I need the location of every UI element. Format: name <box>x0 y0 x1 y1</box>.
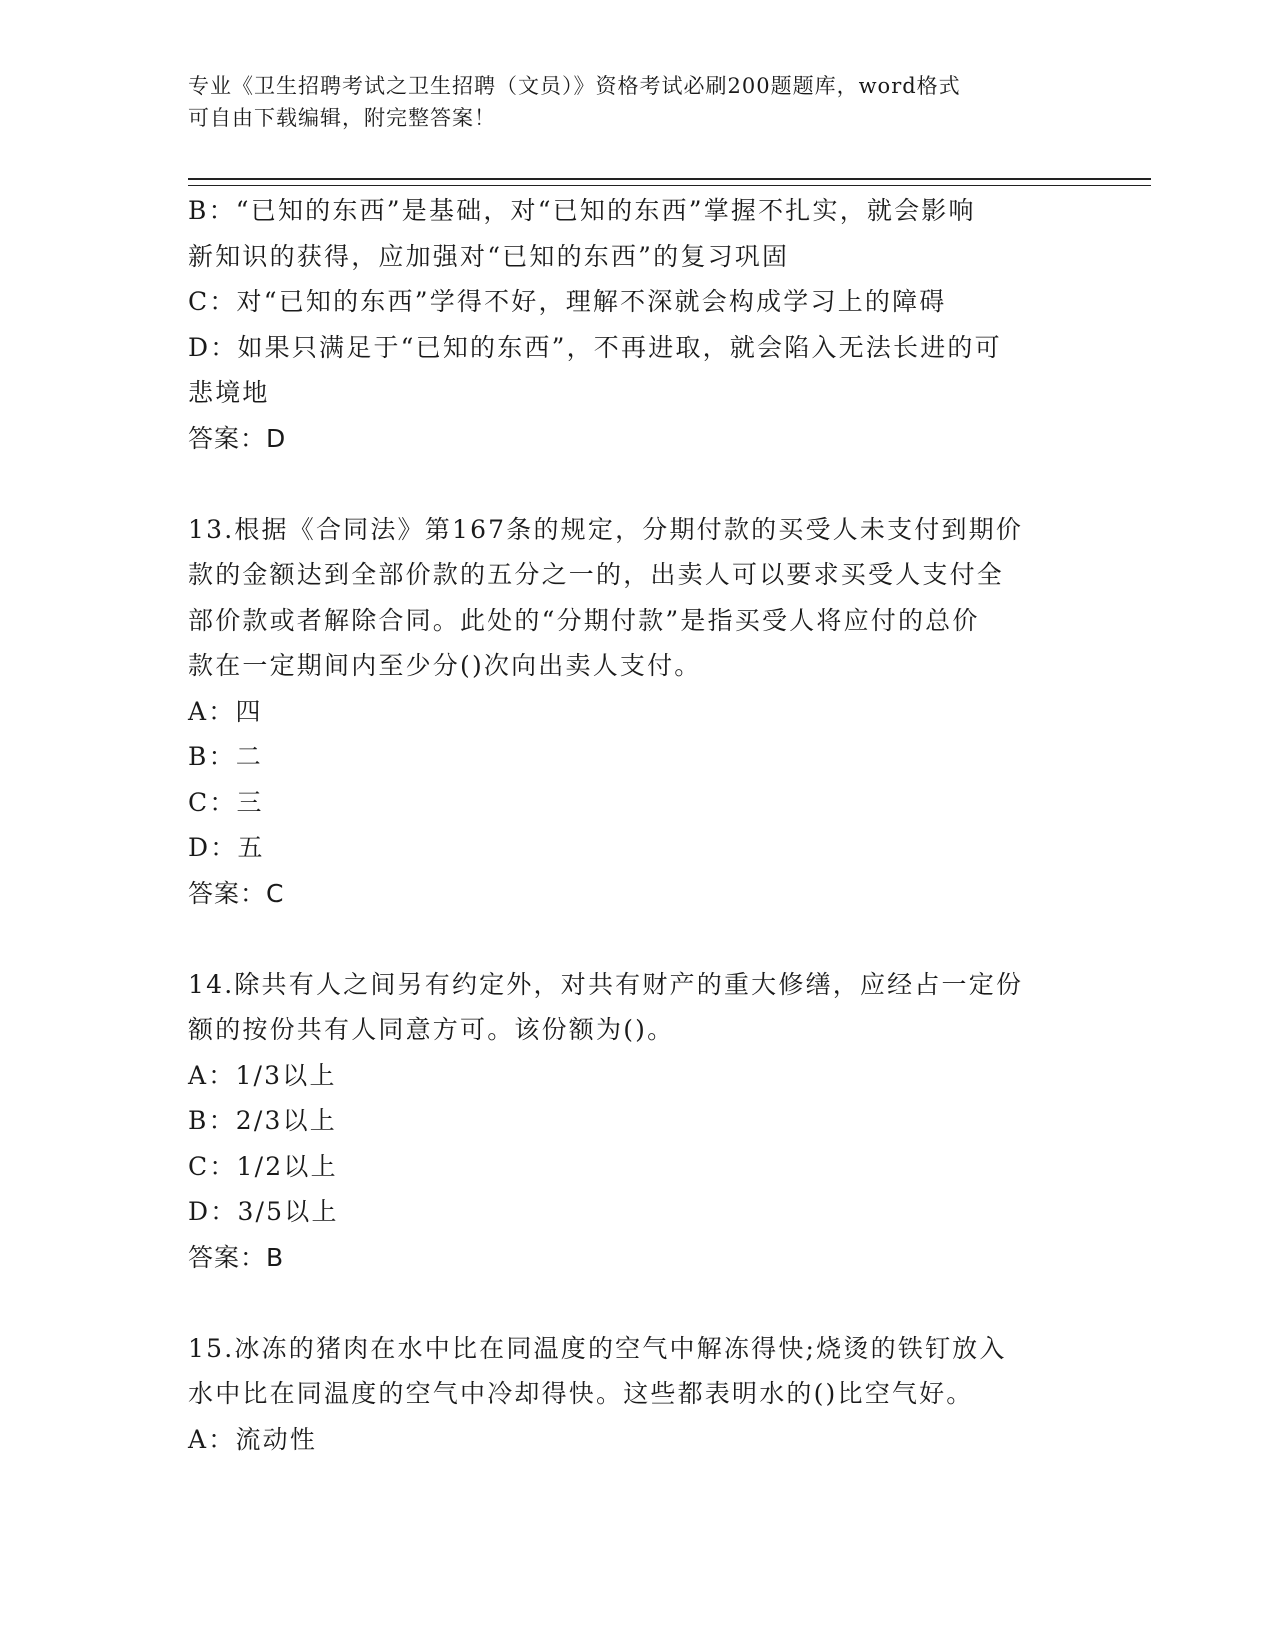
option-c: C：对“已知的东西”学得不好，理解不深就会构成学习上的障碍 <box>188 287 947 316</box>
question-block-14 <box>188 962 1073 1281</box>
option-b: B：2/3以上 <box>188 1106 338 1135</box>
question-block-15 <box>188 1326 1073 1463</box>
spacer <box>188 916 1073 962</box>
question-13-line-2: 款的金额达到全部价款的五分之一的，出卖人可以要求买受人支付全 <box>188 560 1005 589</box>
page-header <box>188 70 1068 134</box>
question-15-line-2: 水中比在同温度的空气中冷却得快。这些都表明水的()比空气好。 <box>188 1379 974 1408</box>
header-line-1: 专业《卫生招聘考试之卫生招聘（文员）》资格考试必刷200题题库，word格式 <box>188 74 961 98</box>
header-divider <box>188 178 1151 186</box>
option-a: A：流动性 <box>188 1424 318 1454</box>
option-b-line-2: 新知识的获得，应加强对“已知的东西”的复习巩固 <box>188 241 790 271</box>
option-b: B：二 <box>188 742 263 771</box>
question-13-line-1: 13.根据《合同法》第167条的规定，分期付款的买受人未支付到期价 <box>188 514 1024 544</box>
question-14-line-1: 14.除共有人之间另有约定外，对共有财产的重大修缮，应经占一定份 <box>188 969 1024 999</box>
option-d: D：五 <box>188 833 265 862</box>
spacer <box>188 1280 1073 1326</box>
option-d-line-2: 悲境地 <box>188 378 270 407</box>
question-block-13 <box>188 507 1073 917</box>
question-13-line-3: 部价款或者解除合同。此处的“分期付款”是指买受人将应付的总价 <box>188 605 980 635</box>
answer-12: 答案：D <box>188 423 287 453</box>
document-body <box>188 188 1073 1462</box>
answer-13: 答案：C <box>188 878 285 908</box>
option-c: C：1/2以上 <box>188 1151 338 1181</box>
question-block-12 <box>188 188 1073 461</box>
question-14-line-2: 额的按份共有人同意方可。该份额为()。 <box>188 1015 675 1044</box>
option-a: A：1/3以上 <box>188 1060 337 1090</box>
answer-14: 答案：B <box>188 1242 285 1272</box>
option-c: C：三 <box>188 787 264 817</box>
question-13-line-4: 款在一定期间内至少分()次向出卖人支付。 <box>188 651 702 680</box>
header-line-2: 可自由下载编辑，附完整答案！ <box>188 106 496 130</box>
spacer <box>188 461 1073 507</box>
option-a: A：四 <box>188 696 263 726</box>
option-d-line-1: D：如果只满足于“已知的东西”，不再进取，就会陷入无法长进的可 <box>188 332 1002 362</box>
option-b-line-1: B：“已知的东西”是基础，对“已知的东西”掌握不扎实，就会影响 <box>188 196 976 225</box>
question-15-line-1: 15.冰冻的猪肉在水中比在同温度的空气中解冻得快;烧烫的铁钉放入 <box>188 1333 1007 1363</box>
option-d: D：3/5以上 <box>188 1197 339 1226</box>
